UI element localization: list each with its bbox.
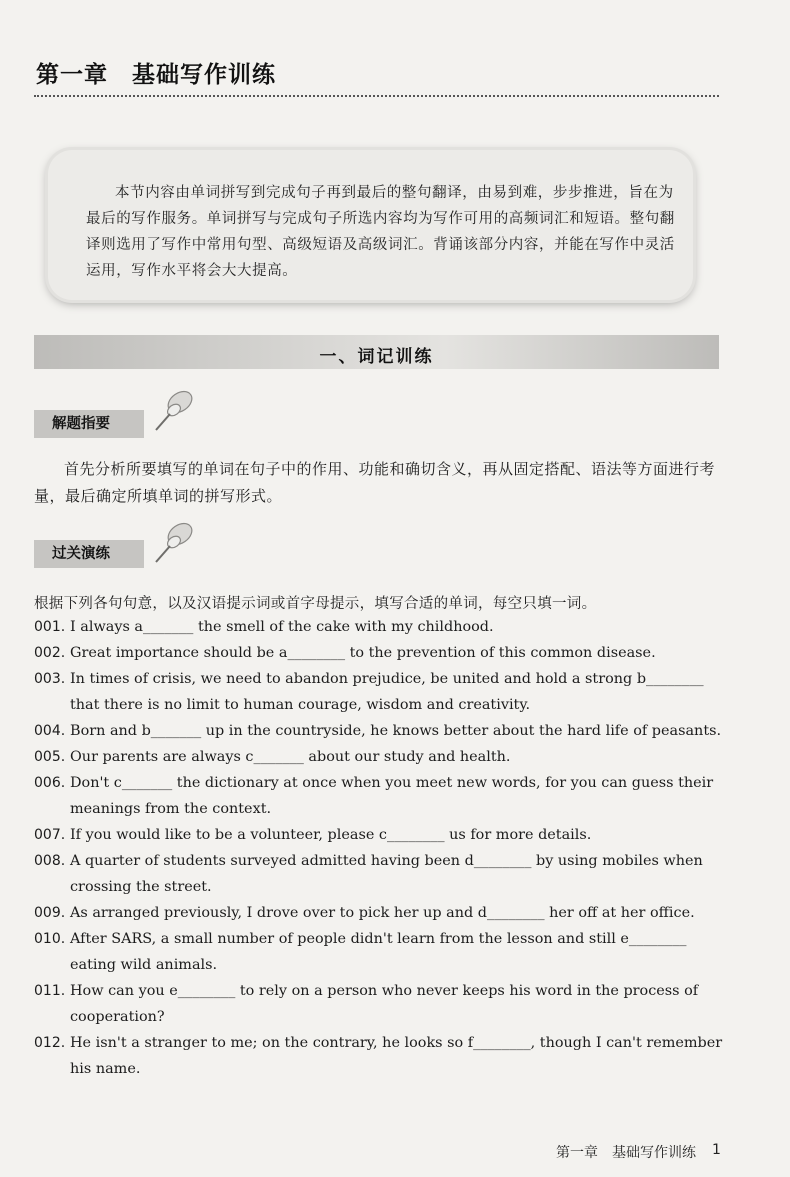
exercise-list (34, 614, 724, 1082)
exercise-item (34, 848, 724, 900)
pushpin-icon (150, 384, 202, 436)
exercise-text: As arranged previously, I drove over to pick her up and d________ her off at her office. (70, 905, 695, 921)
exercise-item (34, 666, 724, 718)
exercise-text: If you would like to be a volunteer, please c________ us for more details. (70, 827, 592, 843)
exercise-item (34, 978, 724, 1030)
practice-instruction: 根据下列各句句意，以及汉语提示词或首字母提示，填写合适的单词，每空只填一词。 (34, 596, 597, 612)
tips-text: 首先分析所要填写的单词在句子中的作用、功能和确切含义，再从固定搭配、语法等方面进行考量，最后确定所填单词的拼写形式。 (34, 460, 716, 505)
exercise-number: 012. (34, 1035, 66, 1051)
pushpin-icon (150, 516, 202, 568)
exercise-text: In times of crisis, we need to abandon prejudice, be united and hold a strong b________ that there is no limit to human courage, wisdom and creativity. (70, 671, 704, 713)
exercise-text: Our parents are always c_______ about our study and health. (70, 749, 511, 765)
intro-text: 本节内容由单词拼写到完成句子再到最后的整句翻译，由易到难，步步推进，旨在为最后的写作服务。单词拼写与完成句子所选内容均为写作可用的高频词汇和短语。整句翻译则选用了写作中常用句型、高级短语及高级词汇。背诵该部分内容，并能在写作中灵活运用，写作水平将会大大提高。 (86, 185, 675, 279)
exercise-number: 004. (34, 723, 66, 739)
exercise-item (34, 926, 724, 978)
exercise-number: 006. (34, 775, 66, 791)
exercise-number: 011. (34, 983, 66, 999)
section-title: 一、词记训练 (319, 347, 434, 367)
exercise-item (34, 718, 724, 744)
exercise-number: 008. (34, 853, 66, 869)
exercise-number: 001. (34, 619, 66, 635)
exercise-item (34, 640, 724, 666)
chapter-divider (34, 95, 719, 97)
tips-label: 解题指要 (34, 410, 144, 438)
practice-label: 过关演练 (34, 540, 144, 568)
page-number: 1 (712, 1142, 721, 1158)
exercise-number: 007. (34, 827, 66, 843)
exercise-text: How can you e________ to rely on a person who never keeps his word in the process of cooperation? (70, 983, 699, 1025)
exercise-item (34, 744, 724, 770)
exercise-text: Born and b_______ up in the countryside, he knows better about the hard life of peasants. (70, 723, 722, 739)
exercise-item (34, 822, 724, 848)
exercise-number: 005. (34, 749, 66, 765)
exercise-item (34, 614, 724, 640)
exercise-item (34, 770, 724, 822)
exercise-number: 010. (34, 931, 66, 947)
exercise-text: I always a_______ the smell of the cake with my childhood. (70, 619, 494, 635)
footer-chapter-label: 第一章 基础写作训练 (556, 1145, 696, 1161)
exercise-text: After SARS, a small number of people didn't learn from the lesson and still e________ eating wild animals. (70, 931, 687, 973)
exercise-text: Don't c_______ the dictionary at once when you meet new words, for you can guess their meanings from the context. (70, 775, 714, 817)
exercise-text: A quarter of students surveyed admitted having been d________ by using mobiles when crossing the street. (70, 853, 703, 895)
exercise-number: 003. (34, 671, 66, 687)
exercise-number: 002. (34, 645, 66, 661)
exercise-number: 009. (34, 905, 66, 921)
exercise-text: Great importance should be a________ to the prevention of this common disease. (70, 645, 656, 661)
section-header (34, 335, 719, 369)
exercise-item (34, 900, 724, 926)
exercise-text: He isn't a stranger to me; on the contrary, he looks so f________, though I can't remember his name. (70, 1035, 723, 1077)
chapter-title: 第一章 基础写作训练 (36, 62, 276, 88)
exercise-item (34, 1030, 724, 1082)
